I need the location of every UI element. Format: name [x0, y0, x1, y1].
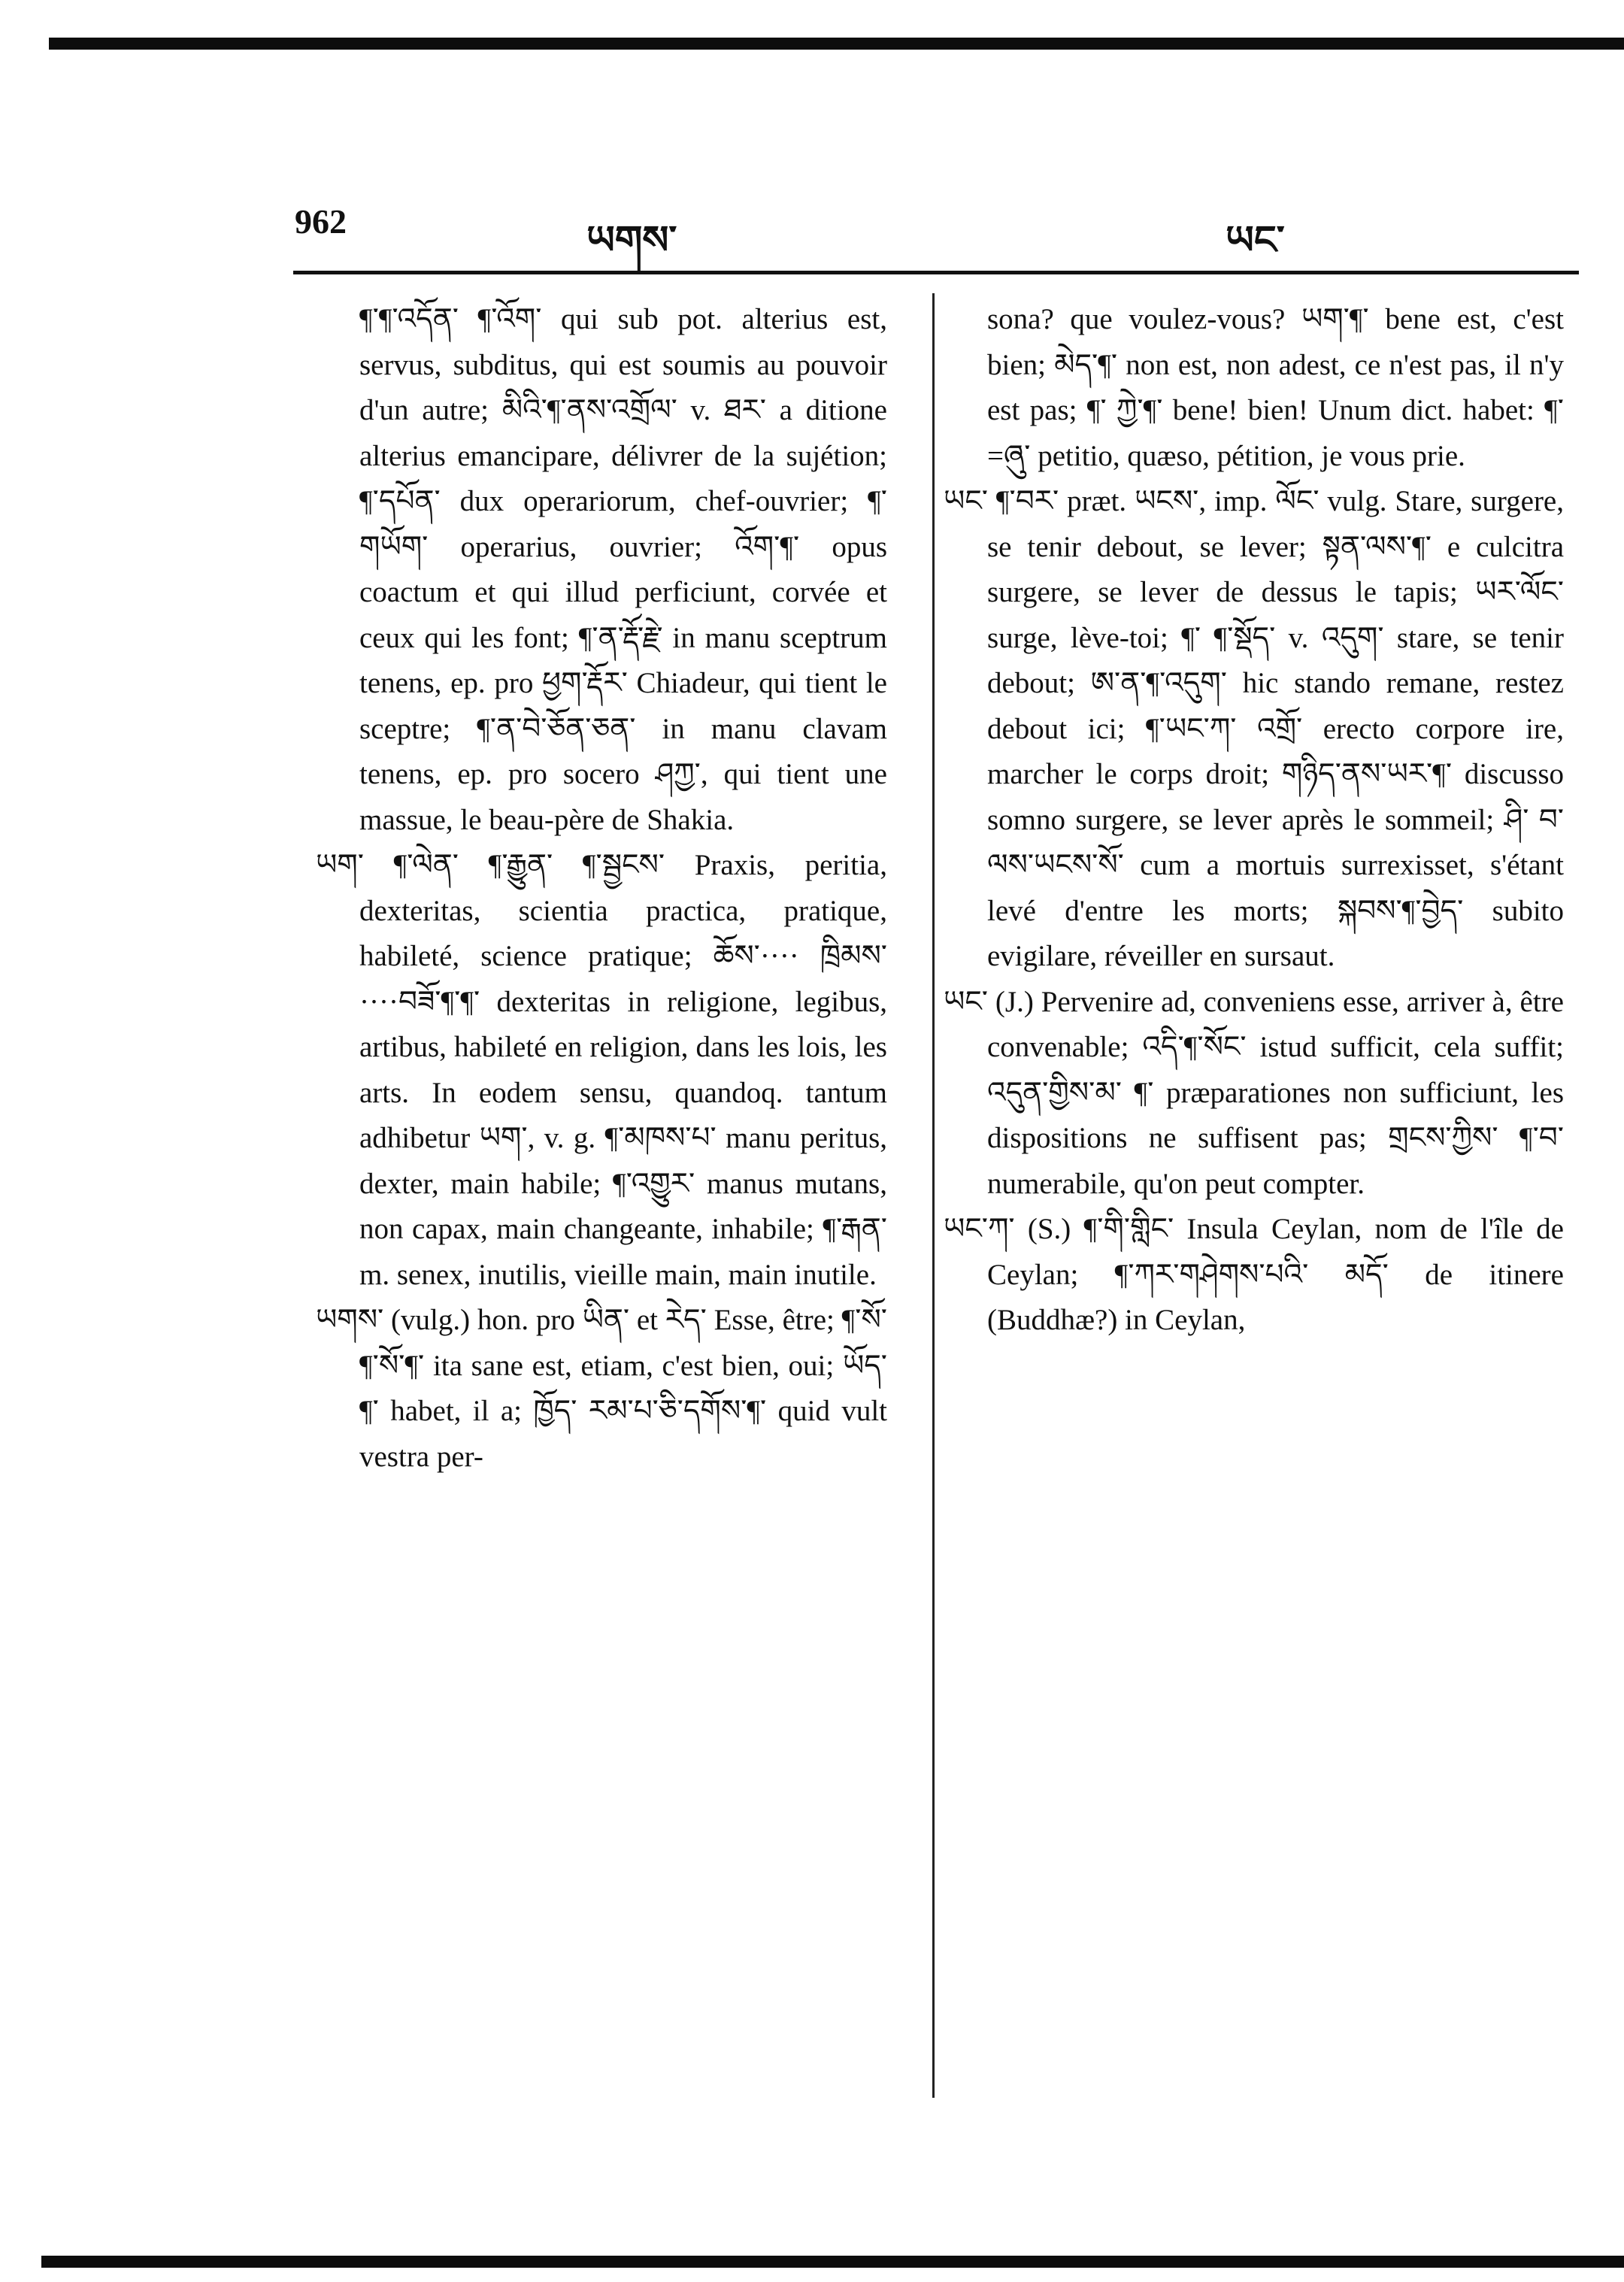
entry-yags: ཡགས་ (vulg.) hon. pro ཡིན་ et རེད་ Esse, être; ¶་སོ་ ¶་སོ་¶་ ita sane est, etiam, c'est bien, oui; ཡོད་¶་ habet, il a; ཁྱོད་ རམ་པ་ཅི་དགོས་¶་ quid vult vestra per- [316, 1304, 887, 1473]
entry-yang-pervenire: ཡང་ (J.) Pervenire ad, conveniens esse, arriver à, être convenable; འདི་¶་སོང་ istud sufficit, cela suffit; འདུན་གྱིས་མ་ ¶་ præparationes non sufficiunt, les dispositions ne suffisent pas; གྲངས་ཀྱིས་ ¶་བ་ numerabile, qu'on peut compter. [944, 985, 1564, 1200]
running-head-left: ཡགས་ [586, 218, 677, 263]
running-head-right: ཡང་ [1226, 218, 1285, 263]
column-divider [932, 293, 935, 2098]
left-column [316, 297, 887, 1480]
entry-yang-ka: ཡང་ཀ་ (S.) ¶་གི་གླིང་ Insula Ceylan, nom de l'île de Ceylan; ¶་ཀར་གཤེགས་པའི་ མདོ་ de itinere (Buddhæ?) in Ceylan, [944, 1213, 1564, 1336]
top-border-rule [49, 38, 1624, 50]
entry-yag: ཡག་ ¶་ལེན་ ¶་རྒྱུན་ ¶་སྦྱངས་ Praxis, peritia, dexteritas, scientia practica, pratique, habileté, science pratique; ཆོས་···· ཁྲིམས་····བཟོ་¶་¶་ dexteritas in religione, legibus, artibus, habileté en religion, dans les lois, les arts. In eodem sensu, quandoq. tantum adhibetur ཡག་, v. g. ¶་མཁས་པ་ manu peritus, dexter, main habile; ¶་འགྱུར་ manus mutans, non capax, main changeante, inhabile; ¶་རྒན་ m. senex, inutilis, vieille main, main inutile. [316, 849, 887, 1291]
bottom-border-rule [41, 2256, 1624, 2268]
entry-continuation: ¶་¶་འདོན་ ¶་འོག་ qui sub pot. alterius est, servus, subditus, qui est soumis au pouvoir d'un autre; མིའི་¶་ནས་འགྲོལ་ v. ཐར་ a ditione alterius emancipare, délivrer de la sujétion; ¶་དཔོན་ dux operariorum, chef-ouvrier; ¶་གཡོག་ operarius, ouvrier; འོག་¶་ opus coactum et qui illud perficiunt, corvée et ceux qui les font; ¶་ན་རྡོ་རྗེ་ in manu sceptrum tenens, ep. pro ཕྱག་རྡོར་ Chiadeur, qui tient le sceptre; ¶་ན་བེ་ཅོན་ཅན་ in manu clavam tenens, ep. pro socero ཤཀྱ་, qui tient une massue, le beau-père de Shakia. [359, 303, 887, 836]
entry-yang-stare: ཡང་ ¶་བར་ præt. ཡངས་, imp. ལོང་ vulg. Stare, surgere, se tenir debout, se lever; སྟན་ལས་¶་ e culcitra surgere, se lever de dessus le tapis; ཡར་ལོང་ surge, lève-toi; ¶་ ¶་སྡོད་ v. འདུག་ stare, se tenir debout; ཨ་ན་¶་འདུག་ hic stando remane, restez debout ici; ¶་ཡང་ཀ་ འགྲོ་ erecto corpore ire, marcher le corps droit; གཉིད་ནས་ཡར་¶་ discusso somno surgere, se lever après le sommeil; ཤི་ བ་ལས་ཡངས་སོ་ cum a mortuis surrexisset, s'étant levé d'entre les morts; སྐབས་¶་བྱེད་ subito evigilare, réveiller en sursaut. [944, 485, 1564, 972]
page-number: 962 [295, 202, 347, 241]
entry-continuation-right: sona? que voulez-vous? ཡག་¶་ bene est, c'est bien; མེད་¶་ non est, non adest, ce n'est pas, il n'y est pas; ¶་ ཀྱེ་¶་ bene! bien! Unum dict. habet: ¶་=ཞུ་ petitio, quæso, pétition, je vous prie. [987, 303, 1564, 472]
right-column [944, 297, 1564, 1344]
header-rule [293, 271, 1579, 274]
